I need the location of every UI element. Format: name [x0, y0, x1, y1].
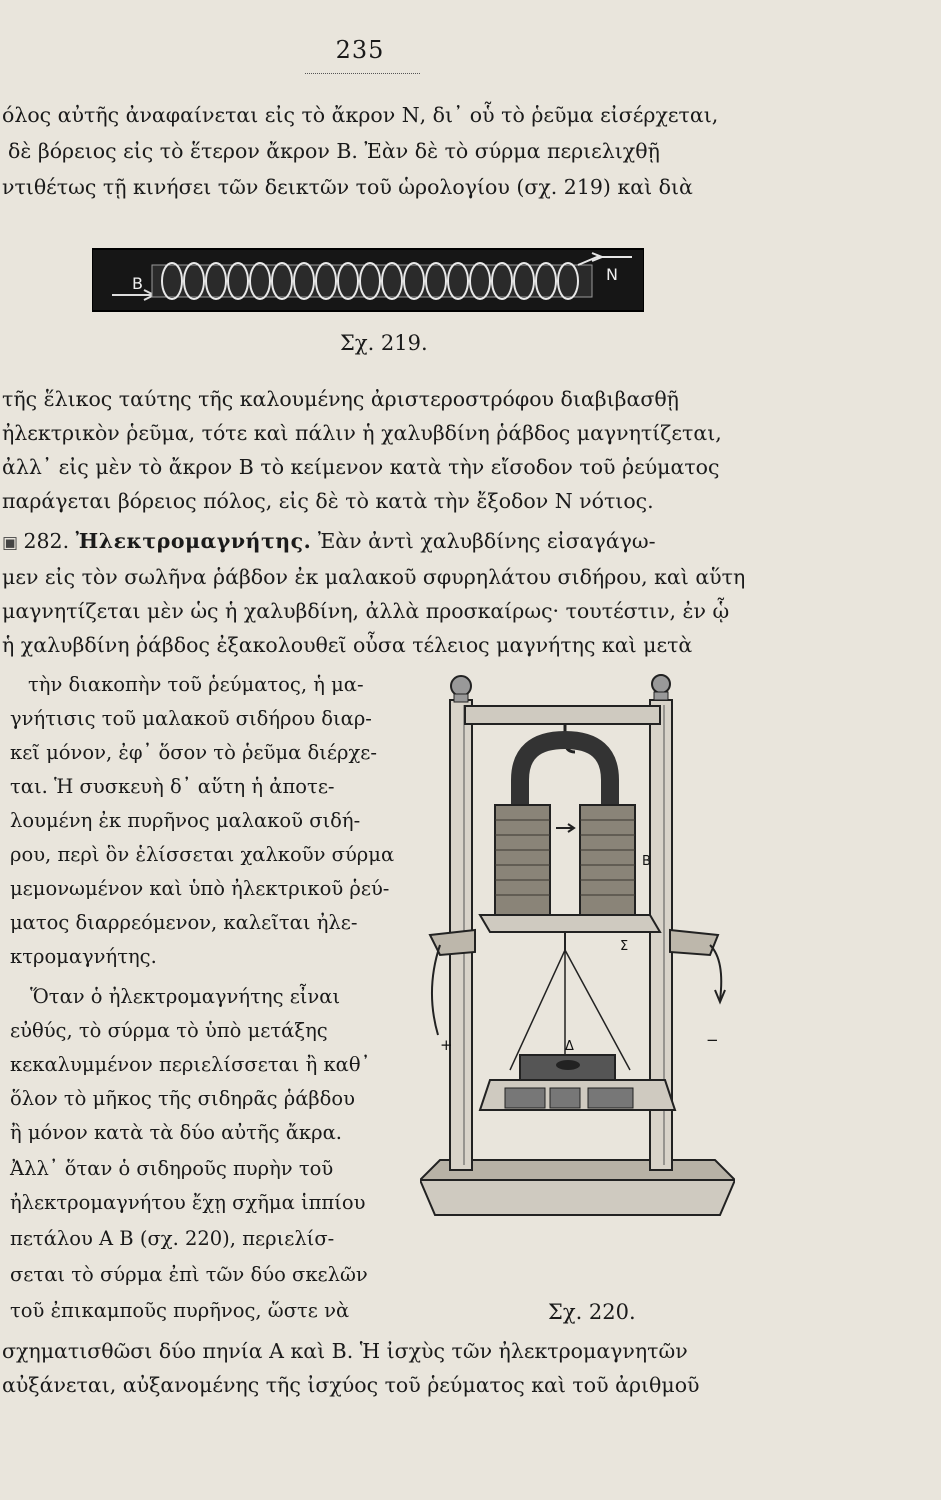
text-line: τῆς ἕλικος ταύτης τῆς καλουμένης ἀριστεροστρόφου διαβιβασθῇ	[2, 387, 679, 411]
text-line: παράγεται βόρειος πόλος, εἰς δὲ τὸ κατὰ τὴν ἔξοδον Ν νότιος.	[2, 489, 654, 513]
coil-figure	[92, 235, 644, 317]
column-line: τὴν διακοπὴν τοῦ ῥεύματος, ἡ μα-	[28, 673, 364, 696]
coil-label-n: N	[606, 265, 618, 284]
column-line: κεῖ μόνον, ἐφ᾽ ὅσον τὸ ῥεῦμα διέρχε-	[10, 741, 377, 764]
column-line: κτρομαγνήτης.	[10, 945, 157, 968]
section-heading	[2, 528, 656, 556]
section-rest: Ἐὰν ἀντὶ χαλυβδίνης εἰσαγάγω-	[317, 529, 656, 553]
column-line: μεμονωμένον καὶ ὑπὸ ἠλεκτρικοῦ ῥεύ-	[10, 877, 390, 900]
column-line: πετάλου Α Β (σχ. 220), περιελίσ-	[10, 1227, 335, 1250]
section-title: Ἠλεκτρομαγνήτης.	[75, 529, 312, 553]
text-line: δὲ βόρειος εἰς τὸ ἕτερον ἄκρον Β. Ἐὰν δὲ τὸ σύρμα περιελιχθῇ	[8, 139, 660, 163]
fig220-label-b: Β	[642, 854, 651, 869]
column-line: εὐθύς, τὸ σύρμα τὸ ὑπὸ μετάξης	[10, 1019, 328, 1042]
column-line: ἢ μόνον κατὰ τὰ δύο αὐτῆς ἄκρα.	[10, 1121, 342, 1144]
column-line: λουμένη ἐκ πυρῆνος μαλακοῦ σιδή-	[10, 809, 361, 832]
column-line: Ὅταν ὁ ἠλεκτρομαγνήτης εἶναι	[30, 985, 341, 1008]
section-marker: ▣	[2, 533, 24, 553]
text-line: μεν εἰς τὸν σωλῆνα ῥάβδον ἐκ μαλακοῦ σφυρηλάτου σιδήρου, καὶ αὕτη	[2, 565, 746, 589]
column-line: ρου, περὶ ὃν ἑλίσσεται χαλκοῦν σύρμα	[10, 843, 395, 866]
coil-label-b: B	[132, 274, 143, 293]
fig220-label-plus: +	[440, 1036, 453, 1054]
column-line: γνήτισις τοῦ μαλακοῦ σιδήρου διαρ-	[10, 707, 372, 730]
column-line: ἠλεκτρομαγνήτου ἔχῃ σχῆμα ἱππίου	[10, 1191, 366, 1214]
column-line: ματος διαρρεόμενον, καλεῖται ἠλε-	[10, 911, 358, 934]
text-line: μαγνητίζεται μὲν ὡς ἡ χαλυβδίνη, ἀλλὰ προσκαίρως· τουτέστιν, ἐν ᾧ	[2, 599, 730, 623]
column-line: ὅλον τὸ μῆκος τῆς σιδηρᾶς ῥάβδου	[10, 1087, 355, 1110]
fig220-label-minus: −	[706, 1031, 719, 1049]
electromagnet-figure	[420, 660, 735, 1240]
text-line: ντιθέτως τῇ κινήσει τῶν δεικτῶν τοῦ ὡρολογίου (σχ. 219) καὶ διὰ	[2, 175, 693, 199]
text-line: όλος αὐτῆς ἀναφαίνεται εἰς τὸ ἄκρον Ν, δι᾽ οὗ τὸ ῥεῦμα εἰσέρχεται,	[2, 103, 719, 127]
column-line: ται. Ἡ συσκευὴ δ᾽ αὕτη ἡ ἀποτε-	[10, 775, 335, 798]
fig220-label-sigma: Σ	[620, 939, 629, 954]
column-line: τοῦ ἐπικαμποῦς πυρῆνος, ὥστε νὰ	[10, 1299, 350, 1322]
column-line: Ἀλλ᾽ ὅταν ὁ σιδηροῦς πυρὴν τοῦ	[10, 1157, 334, 1180]
text-line: σχηματισθῶσι δύο πηνία Α καὶ Β. Ἡ ἰσχὺς τῶν ἠλεκτρομαγνητῶν	[2, 1339, 688, 1363]
text-line: αὐξάνεται, αὐξανομένης τῆς ἰσχύος τοῦ ῥεύματος καὶ τοῦ ἀριθμοῦ	[2, 1373, 700, 1397]
page-number: 235	[335, 36, 385, 64]
header-rule	[305, 73, 420, 74]
text-line: ἀλλ᾽ εἰς μὲν τὸ ἄκρον Β τὸ κείμενον κατὰ τὴν εἴσοδον τοῦ ῥεύματος	[2, 455, 720, 479]
fig220-label-delta: Δ	[565, 1039, 574, 1054]
text-line: ἠλεκτρικὸν ῥεῦμα, τότε καὶ πάλιν ἡ χαλυβδίνη ῥάβδος μαγνητίζεται,	[2, 421, 722, 445]
figure-219-caption: Σχ. 219.	[340, 331, 428, 355]
section-number: 282.	[23, 529, 70, 553]
figure-220-caption: Σχ. 220.	[548, 1300, 636, 1324]
text-line: ἡ χαλυβδίνη ῥάβδος ἐξακολουθεῖ οὖσα τέλειος μαγνήτης καὶ μετὰ	[2, 633, 693, 657]
column-line: κεκαλυμμένον περιελίσσεται ἢ καθ᾽	[10, 1053, 371, 1076]
column-line: σεται τὸ σύρμα ἐπὶ τῶν δύο σκελῶν	[10, 1263, 368, 1286]
